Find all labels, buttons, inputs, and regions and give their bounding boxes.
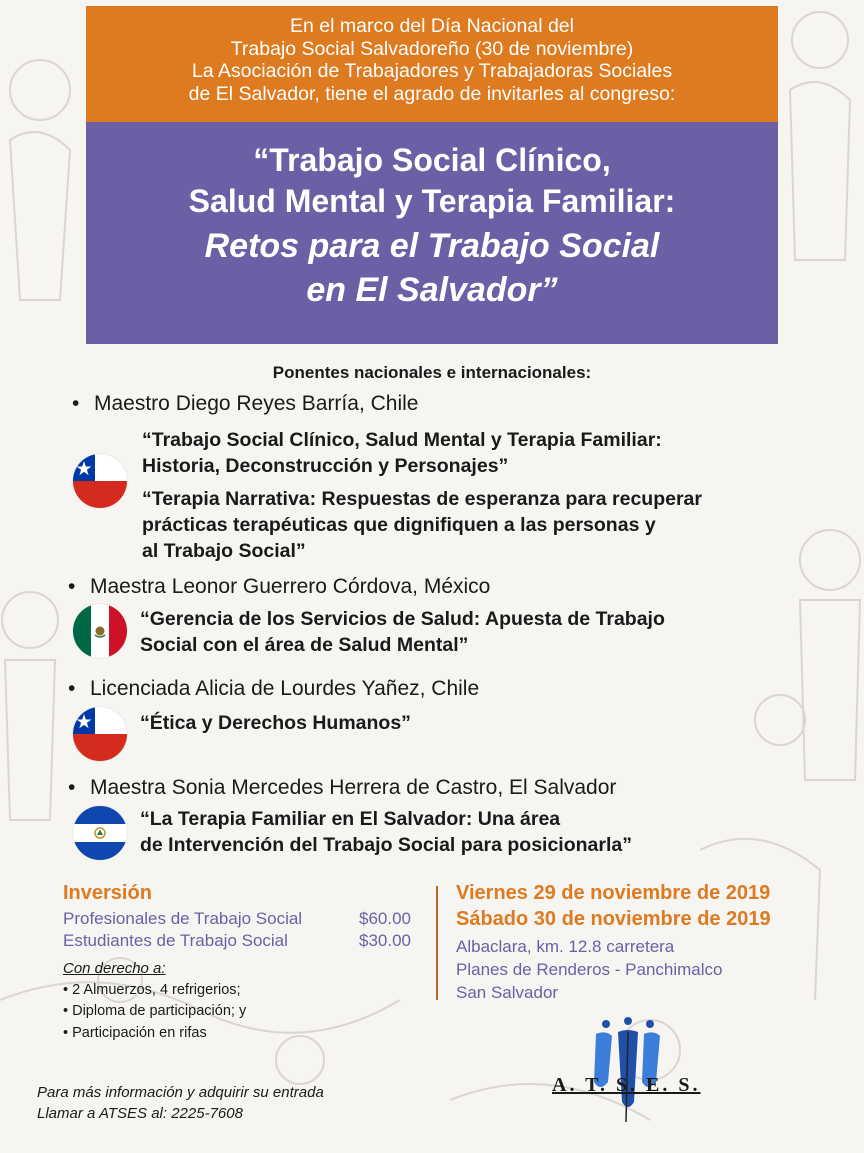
el-salvador-flag-icon	[73, 806, 127, 860]
talk-title: “Trabajo Social Clínico, Salud Mental y Terapia Familiar: Historia, Deconstrucción y Personajes”	[142, 429, 662, 477]
speaker-name: • Licenciada Alicia de Lourdes Yañez, Chile	[68, 677, 480, 700]
contact-info: Para más información y adquirir su entrada Llamar a ATSES al: 2225-7608	[37, 1084, 324, 1122]
chile-flag-icon	[73, 707, 127, 761]
speaker-name: • Maestro Diego Reyes Barría, Chile	[72, 392, 419, 415]
congress-subtitle-line: en El Salvador”	[306, 271, 558, 309]
congress-title-line: Salud Mental y Terapia Familiar:	[188, 183, 676, 219]
congress-subtitle-line: Retos para el Trabajo Social	[204, 227, 660, 265]
intro-banner	[86, 6, 778, 122]
speakers-heading: Ponentes nacionales e internacionales:	[272, 363, 592, 382]
chile-flag-icon	[73, 454, 127, 508]
atses-logo	[548, 1012, 708, 1132]
benefit-item: • Diploma de participación; y	[63, 1003, 247, 1019]
speaker-name: • Maestra Leonor Guerrero Córdova, México	[68, 575, 491, 598]
event-date: Sábado 30 de noviembre de 2019	[456, 908, 771, 930]
benefits-title: Con derecho a:	[63, 960, 166, 977]
intro-line: de El Salvador, tiene el agrado de invitarles al congreso:	[188, 82, 676, 105]
event-address: Albaclara, km. 12.8 carretera Planes de Renderos - Panchimalco San Salvador	[456, 937, 723, 1002]
mexico-flag-icon	[73, 604, 127, 658]
atses-logo-text: A. T. S. E. S.	[552, 1074, 701, 1096]
talk-title: “Gerencia de los Servicios de Salud: Apuesta de Trabajo Social con el área de Salud Mental”	[140, 608, 665, 656]
inversion-title: Inversión	[63, 882, 152, 904]
price-row: Estudiantes de Trabajo Social $30.00	[63, 931, 411, 950]
intro-line: En el marco del Día Nacional del	[290, 15, 574, 37]
vertical-divider	[436, 886, 438, 1000]
congress-title-banner	[86, 122, 778, 344]
talk-title: “La Terapia Familiar en El Salvador: Una área de Intervención del Trabajo Social para posicionarla”	[140, 808, 632, 856]
event-date: Viernes 29 de noviembre de 2019	[456, 882, 771, 904]
congress-title-line: “Trabajo Social Clínico,	[253, 142, 611, 178]
price-row: Profesionales de Trabajo Social $60.00	[63, 909, 411, 928]
benefit-item: • Participación en rifas	[63, 1025, 207, 1041]
intro-line: Trabajo Social Salvadoreño (30 de noviembre)	[230, 37, 634, 60]
talk-title: “Terapia Narrativa: Respuestas de esperanza para recuperar prácticas terapéuticas que dignifiquen a las personas y al Trabajo Social”	[142, 488, 702, 562]
speaker-name: • Maestra Sonia Mercedes Herrera de Castro, El Salvador	[68, 776, 617, 799]
intro-line: La Asociación de Trabajadores y Trabajadoras Sociales	[191, 60, 673, 82]
talk-title: “Ética y Derechos Humanos”	[140, 712, 411, 734]
benefit-item: • 2 Almuerzos, 4 refrigerios;	[63, 982, 241, 998]
